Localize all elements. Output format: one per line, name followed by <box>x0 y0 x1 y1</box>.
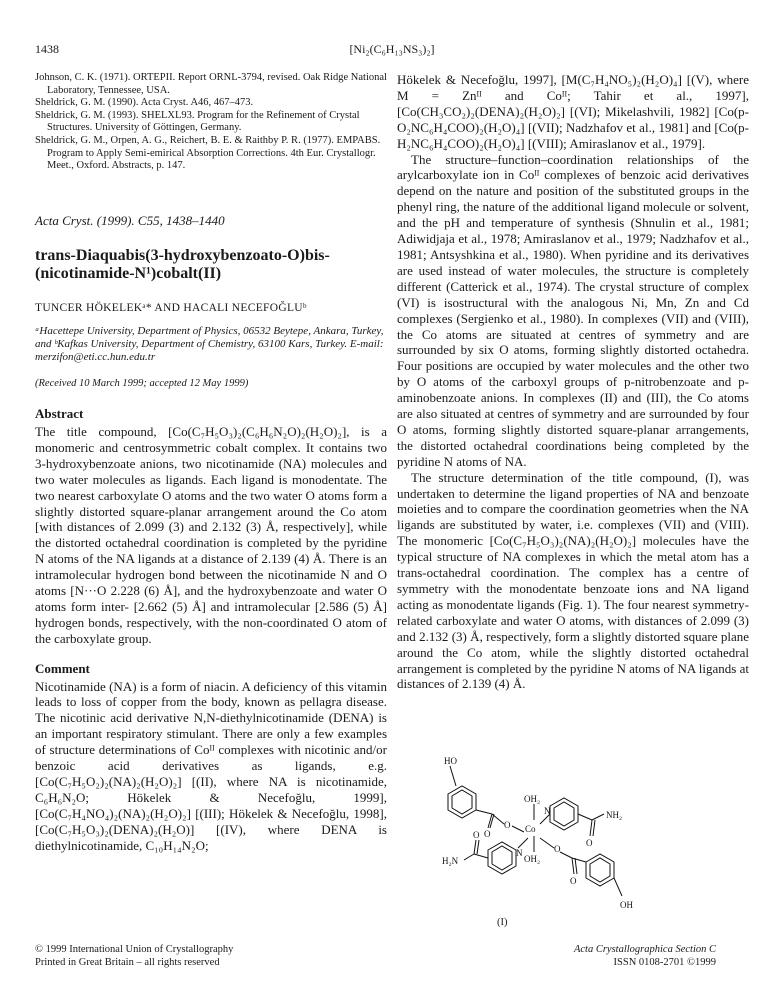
ho-label: HO <box>444 756 457 766</box>
figure-caption: (I) <box>497 917 508 928</box>
journal-citation: Acta Cryst. (1999). C55, 1438–1440 <box>35 212 225 228</box>
reference-item: Johnson, C. K. (1971). ORTEPII. Report ORNL-3794, revised. Oak Ridge National Laboratory, Tennessee, USA. <box>35 72 387 96</box>
oh-label: OH <box>620 900 633 910</box>
received-dates: (Received 10 March 1999; accepted 12 May 1999) <box>35 378 249 390</box>
o-label: O <box>473 830 480 840</box>
affiliation: ᵃHacettepe University, Department of Physics, 06532 Beytepe, Ankara, Turkey, and ᵇKafkas University, Department of Chemistry, 63100 Kars, Turkey. E-mail: merzifon@eti.cc.hun.edu.tr <box>35 324 384 363</box>
n-label: N <box>544 806 551 816</box>
reference-list <box>35 72 387 173</box>
article-title: trans-Diaquabis(3-hydroxybenzoato-O)bis-(nicotinamide-N¹)cobalt(II) <box>35 246 330 282</box>
bottom-hydroxybenzoate <box>540 838 622 896</box>
n-label: N <box>516 848 523 858</box>
page-number: 1438 <box>35 42 59 56</box>
reference-item: Sheldrick, G. M., Orpen, A. G., Reichert, B. E. & Raithby P. R. (1977). EMPABS. Program to Apply Semi-emirical Absorption Corrections. 4th Eur. Crystallogr. Meet., Oxford. Abstracts, p. 147. <box>35 134 381 172</box>
abstract-heading: Abstract <box>35 406 84 422</box>
o-label: O <box>586 838 593 848</box>
journal-name: Acta Crystallographica Section C <box>573 944 716 955</box>
h2n-label: H₂N <box>442 856 459 866</box>
printed-notice: Printed in Great Britain – all rights reserved <box>35 957 220 968</box>
paragraph: The structure–function–coordination relationships of the arylcarboxylate ion in Coᴵᴵ complexes of benzoic acid derivatives depend on the nature and position of the substituted groups in the phenyl ring, the nature of the additional ligand molecule or solvent, and the pH and temperature of synthesis (Shnulin et al., 1981; Adiwidjaja et al., 1978; Amiraslanov et al., 1979; Nadzhafov et al., 1981; Antsyshkina et al., 1980). When pyridine and its derivatives are used instead of water molecules, the structure is completely different (Catterick et al., 1974). The crystal structure of complex (VI) is isostructural with the analogous Ni, Mn, Zn and Cd complexes (Sergienko et al., 1980). In complexes (VII) and (VIII), the Co atoms are situated at centres of symmetry and are surrounded by six O atoms, forming slightly distorted octahedra. Four positions are occupied by water molecules and the other two by O atoms of the carboxyl groups of p-nitrobenzoate and p-aminobenzoate anions. In complexes (II) and (III), the Co atoms are also situated at centres of symmetry and are surrounded by four O atoms, forming slightly distorted square-planar arrangements, the distorted octahedral coordinations being completed by the pyridine N atoms of NA. <box>397 151 749 469</box>
oh2-bottom-label: OH₂ <box>524 854 541 864</box>
paragraph: The structure determination of the title compound, (I), was undertaken to determine the ligand properties of NA and benzoate moieties and to compare the coordination geometries when the NA ligands are substituted by water, i.e. complexes (VII) and (VIII). The monomeric [Co(C₇H₅O₃)₂(NA)₂(H₂O)₂] molecules have the typical structure of NA complexes in which the metal atom has a trans-octahedral coordination. The complex has a centre of symmetry with the monodentate benzoate ions and NA ligand acting as monodentate ligands (Fig. 1). The four nearest symmetry-related carboxylate and water O atoms, with distances of 2.099 (3) and 2.132 (3) Å, respectively, form a slightly distorted square plane around the Co atom, while the slightly distorted octahedral arrangement is completed by the pyridine N atoms of NA ligands at distances of 2.139 (4) Å. <box>397 469 749 692</box>
o-label: O <box>570 876 577 886</box>
footer-right <box>574 943 716 969</box>
comment-text: Nicotinamide (NA) is a form of niacin. A deficiency of this vitamin leads to loss of copper from the body, known as pellagra disease. The nicotinic acid derivative N,N-diethylnicotinamide (DENA) is an important respiratory stimulant. There are only a few examples of structure determinations of Coᴵᴵ complexes with nicotinic and/or benzoic acid derivatives as ligands, e.g. [Co(C₇H₅O₂)₂(NA)₂(H₂O)₂] [(II), where NA is nicotinamide, C₆H₆N₂O; Hökelek & Necefoğlu, 1999], [Co(C₇H₄NO₄)₂(NA)₂(H₂O)₂] [(III); Hökelek & Necefoğlu, 1998], [Co(C₇H₅O₃)₂(DENA)₂(H₂O)] [(IV), where DENA is diethylnicotinamide, C₁₀H₁₄N₂O; <box>35 678 387 853</box>
chemical-structure-figure <box>440 756 700 916</box>
running-title: [Ni₂(C₆H₁₃NS₃)₂] <box>349 42 435 56</box>
o-label: O <box>554 844 561 854</box>
left-column <box>35 72 387 854</box>
nh2-label: NH₂ <box>606 810 623 820</box>
o-label: O <box>504 820 511 830</box>
right-column <box>397 72 749 692</box>
paragraph: Hökelek & Necefoğlu, 1997], [M(C₇H₄NO₅)₂(H₂O)₄] [(V), where M = Znᴵᴵ and Coᴵᴵ; Tahir et al., 1997], [Co(CH₃CO₂)₂(DENA)₂(H₂O)₂] [(VI); Mikelashvili, 1982] [Co(p-O₂NC₆H₄COO)₂(H₂O)₄] [(VII); Nadzhafov et al., 1981] and [Co(p-H₂NC₆H₄COO)₂(H₂O)₄] [(VIII); Amiraslanov et al., 1979]. <box>397 72 749 151</box>
abstract-text: The title compound, [Co(C₇H₅O₃)₂(C₆H₆N₂O)₂(H₂O)₂], is a monomeric and centrosymmetric cobalt complex. It contains two 3-hydroxybenzoate anions, two nicotinamide (NA) molecules and two water molecules as ligands. Each ligand is monodentate. The two nearest carboxylate O atoms and the two water O atoms form a slightly distorted square-planar arrangement around the Co atom [with distances of 2.099 (3) and 2.132 (3) Å, respectively], while the distorted octahedral coordination is completed by the pyridine N atoms of the NA ligands at a distance of 2.139 (4) Å. There is an intramolecular hydrogen bond between the nicotinamide N and O atoms [N···O 2.228 (6) Å], and the hydroxybenzoate and water O atoms form inter- [2.662 (5) Å] and intramolecular [2.586 (5) Å] hydrogen bonds, respectively, with the non-coordinated O atom of the carboxylate group. <box>35 423 387 646</box>
issn: ISSN 0108-2701 ©1999 <box>613 957 716 968</box>
cobalt-label: Co <box>525 824 536 834</box>
top-hydroxybenzoate <box>448 766 524 832</box>
oh2-top-label: OH₂ <box>524 794 541 804</box>
copyright-notice: © 1999 International Union of Crystallography <box>35 944 234 955</box>
right-nicotinamide <box>540 798 604 836</box>
reference-item: Sheldrick, G. M. (1990). Acta Cryst. A46, 467–473. <box>35 97 254 109</box>
comment-heading: Comment <box>35 660 90 676</box>
footer-left <box>35 943 233 969</box>
o-label: O <box>484 829 491 839</box>
authors: TUNCER HÖKELEKᵃ* AND HACALI NECEFOĞLUᵇ <box>35 301 307 314</box>
reference-item: Sheldrick, G. M. (1993). SHELXL93. Program for the Refinement of Crystal Structures. University of Göttingen, Germany. <box>35 109 360 134</box>
